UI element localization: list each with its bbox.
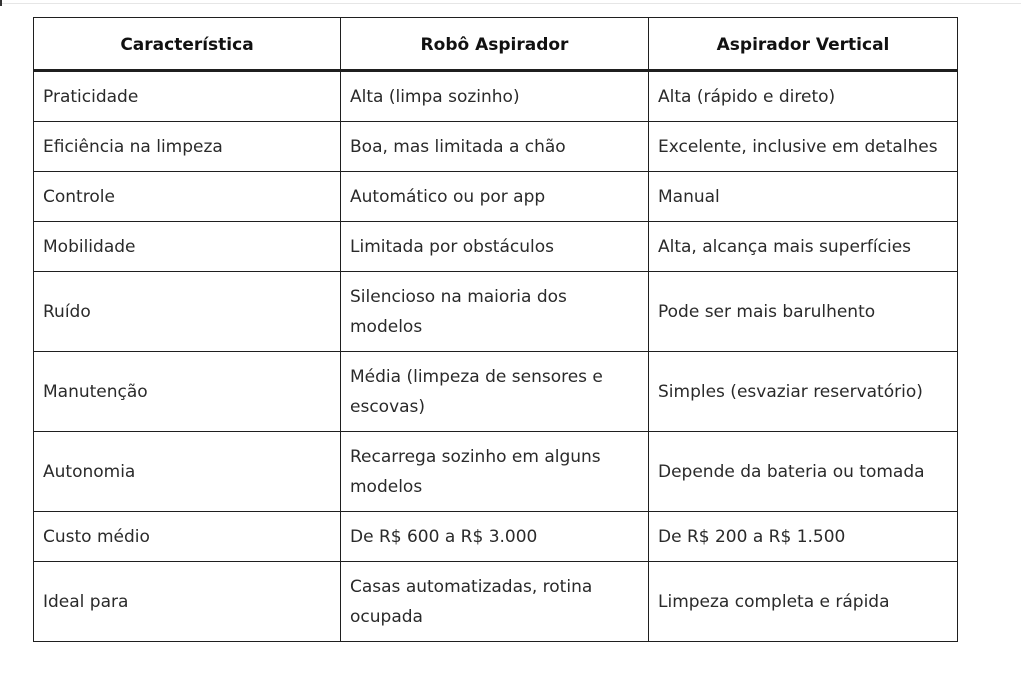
robot-vacuum-cell: De R$ 600 a R$ 3.000	[341, 512, 649, 562]
row-label-cell: Praticidade	[34, 71, 341, 122]
robot-vacuum-cell: Limitada por obstáculos	[341, 222, 649, 272]
stick-vacuum-cell: De R$ 200 a R$ 1.500	[649, 512, 958, 562]
column-header-characteristic: Característica	[34, 18, 341, 71]
robot-vacuum-cell: Média (limpeza de sensores e escovas)	[341, 352, 649, 432]
table-header-row	[34, 18, 958, 71]
table-row	[34, 512, 958, 562]
table-row	[34, 71, 958, 122]
column-header-robot-vacuum: Robô Aspirador	[341, 18, 649, 71]
page-top-divider	[0, 0, 1021, 4]
stick-vacuum-cell: Alta (rápido e direto)	[649, 71, 958, 122]
robot-vacuum-cell: Recarrega sozinho em alguns modelos	[341, 432, 649, 512]
row-label-cell: Mobilidade	[34, 222, 341, 272]
row-label-cell: Controle	[34, 172, 341, 222]
stick-vacuum-cell: Simples (esvaziar reservatório)	[649, 352, 958, 432]
stick-vacuum-cell: Manual	[649, 172, 958, 222]
robot-vacuum-cell: Automático ou por app	[341, 172, 649, 222]
table-row	[34, 222, 958, 272]
robot-vacuum-cell: Casas automatizadas, rotina ocupada	[341, 562, 649, 642]
table-row	[34, 352, 958, 432]
stick-vacuum-cell: Depende da bateria ou tomada	[649, 432, 958, 512]
stick-vacuum-cell: Limpeza completa e rápida	[649, 562, 958, 642]
robot-vacuum-cell: Alta (limpa sozinho)	[341, 71, 649, 122]
row-label-cell: Ideal para	[34, 562, 341, 642]
column-header-stick-vacuum: Aspirador Vertical	[649, 18, 958, 71]
row-label-cell: Manutenção	[34, 352, 341, 432]
table-row	[34, 562, 958, 642]
row-label-cell: Custo médio	[34, 512, 341, 562]
table-row	[34, 122, 958, 172]
text-cursor-mark	[0, 0, 2, 6]
table-row	[34, 272, 958, 352]
row-label-cell: Autonomia	[34, 432, 341, 512]
row-label-cell: Ruído	[34, 272, 341, 352]
stick-vacuum-cell: Excelente, inclusive em detalhes	[649, 122, 958, 172]
stick-vacuum-cell: Pode ser mais barulhento	[649, 272, 958, 352]
row-label-cell: Eficiência na limpeza	[34, 122, 341, 172]
comparison-table	[33, 17, 958, 642]
robot-vacuum-cell: Silencioso na maioria dos modelos	[341, 272, 649, 352]
stick-vacuum-cell: Alta, alcança mais superfícies	[649, 222, 958, 272]
robot-vacuum-cell: Boa, mas limitada a chão	[341, 122, 649, 172]
table-row	[34, 172, 958, 222]
table-row	[34, 432, 958, 512]
